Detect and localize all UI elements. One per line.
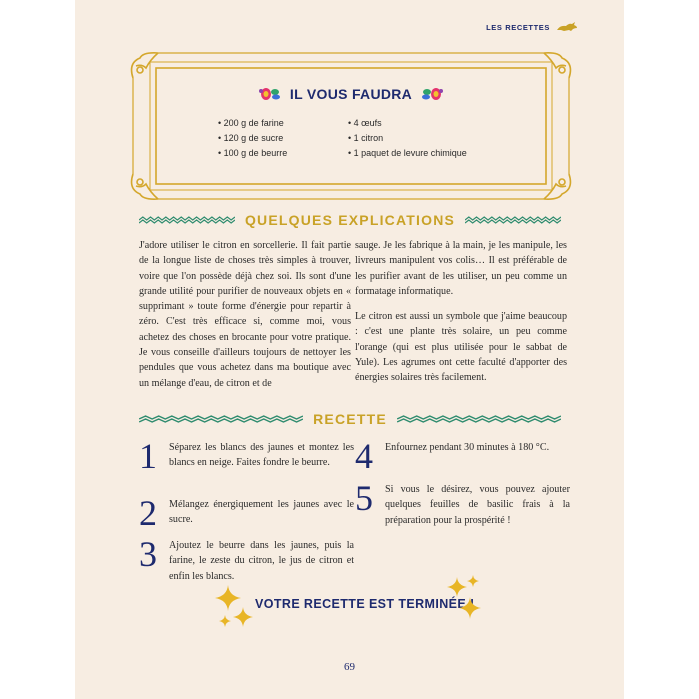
explanations-column-left bbox=[139, 238, 351, 401]
paragraph: J'adore utiliser le citron en sorcellerie. Il fait partie de la longue liste de choses très simples à trouver, voire que l'on possède déjà chez soi. Ils sont d'une grande utilité pour purifier de nouveaux objets en « supprimant » toute forme d'énergie pour repartir à zéro. C'est très efficace si, comme moi, vous achetez des choses en brocante pour votre pratique. Je vous conseille d'ailleurs toujours de nettoyer les pendules que vous achetez dans ma boutique avec un mélange d'eau, de citron et de bbox=[139, 240, 351, 389]
sparkle-icon bbox=[219, 615, 231, 627]
recipe-heading-text: RECETTE bbox=[313, 411, 387, 427]
step-number: 5 bbox=[355, 478, 373, 518]
step-text: Enfournez pendant 30 minutes à 180 °C. bbox=[385, 442, 550, 453]
step-number: 4 bbox=[355, 436, 373, 476]
recipe-step bbox=[139, 493, 354, 533]
recipe-heading bbox=[139, 411, 561, 427]
ingredients-list-left bbox=[218, 116, 287, 161]
step-text: Mélangez énergiquement les jaunes avec le sucre. bbox=[169, 499, 354, 526]
recipe-step bbox=[355, 478, 570, 530]
sparkle-icon bbox=[459, 597, 481, 619]
explanations-heading bbox=[139, 212, 561, 228]
ingredient-item: • 200 g de farine bbox=[218, 116, 287, 131]
sparkle-icon bbox=[233, 607, 253, 627]
book-page bbox=[75, 0, 624, 699]
recipe-step bbox=[139, 436, 354, 480]
ingredient-item: • 120 g de sucre bbox=[218, 131, 287, 146]
step-number: 3 bbox=[139, 534, 157, 574]
recipe-step bbox=[355, 436, 570, 476]
paragraph: Le citron est aussi un symbole que j'aime beaucoup : c'est une plante très solaire, un peu comme l'orange (qui est plus utilisée pour le sabbat de Yule). Les agrumes ont cette faculté d'apporter des énergies solaires très facilement. bbox=[355, 311, 567, 384]
sparkle-icon bbox=[447, 577, 467, 597]
ingredients-list-right bbox=[348, 116, 467, 161]
zigzag-divider-icon bbox=[465, 216, 561, 224]
zigzag-divider-icon bbox=[139, 216, 235, 224]
ingredient-item: • 1 paquet de levure chimique bbox=[348, 146, 467, 161]
running-header bbox=[486, 22, 578, 32]
zigzag-divider-icon bbox=[397, 415, 561, 423]
closing-text: VOTRE RECETTE EST TERMINÉE ! bbox=[255, 597, 475, 611]
flower-ornament-icon bbox=[258, 86, 282, 102]
ingredients-title: IL VOUS FAUDRA bbox=[289, 86, 413, 102]
step-number: 1 bbox=[139, 436, 157, 476]
step-text: Si vous le désirez, vous pouvez ajouter quelques feuilles de basilic frais à la préparation pour la prospérité ! bbox=[385, 484, 570, 526]
step-number: 2 bbox=[139, 493, 157, 533]
explanations-heading-text: QUELQUES EXPLICATIONS bbox=[244, 212, 456, 228]
step-text: Séparez les blancs des jaunes et montez les blancs en neige. Faites fondre le beurre. bbox=[169, 442, 354, 469]
ingredient-item: • 4 œufs bbox=[348, 116, 467, 131]
paragraph: sauge. Je les fabrique à la main, je les manipule, les livreurs manipulent vos colis… Il est préférable de les purifier avant de les utiliser, un peu comme un formatage informatique. bbox=[355, 240, 567, 297]
flower-ornament-icon bbox=[420, 86, 444, 102]
zigzag-divider-icon bbox=[139, 415, 303, 423]
hare-icon bbox=[556, 22, 578, 32]
sparkle-icon bbox=[467, 575, 479, 587]
explanations-column-right bbox=[355, 238, 567, 396]
recipe-step bbox=[139, 534, 354, 586]
page-number: 69 bbox=[344, 661, 355, 673]
ingredient-item: • 1 citron bbox=[348, 131, 467, 146]
recipe-closing bbox=[215, 585, 495, 635]
ingredients-frame bbox=[128, 48, 574, 204]
step-text: Ajoutez le beurre dans les jaunes, puis la farine, le zeste du citron, le jus de citron et enfin les blancs. bbox=[169, 540, 354, 582]
ingredient-item: • 100 g de beurre bbox=[218, 146, 287, 161]
ingredients-title-row bbox=[128, 86, 574, 102]
running-header-label: LES RECETTES bbox=[486, 22, 550, 32]
